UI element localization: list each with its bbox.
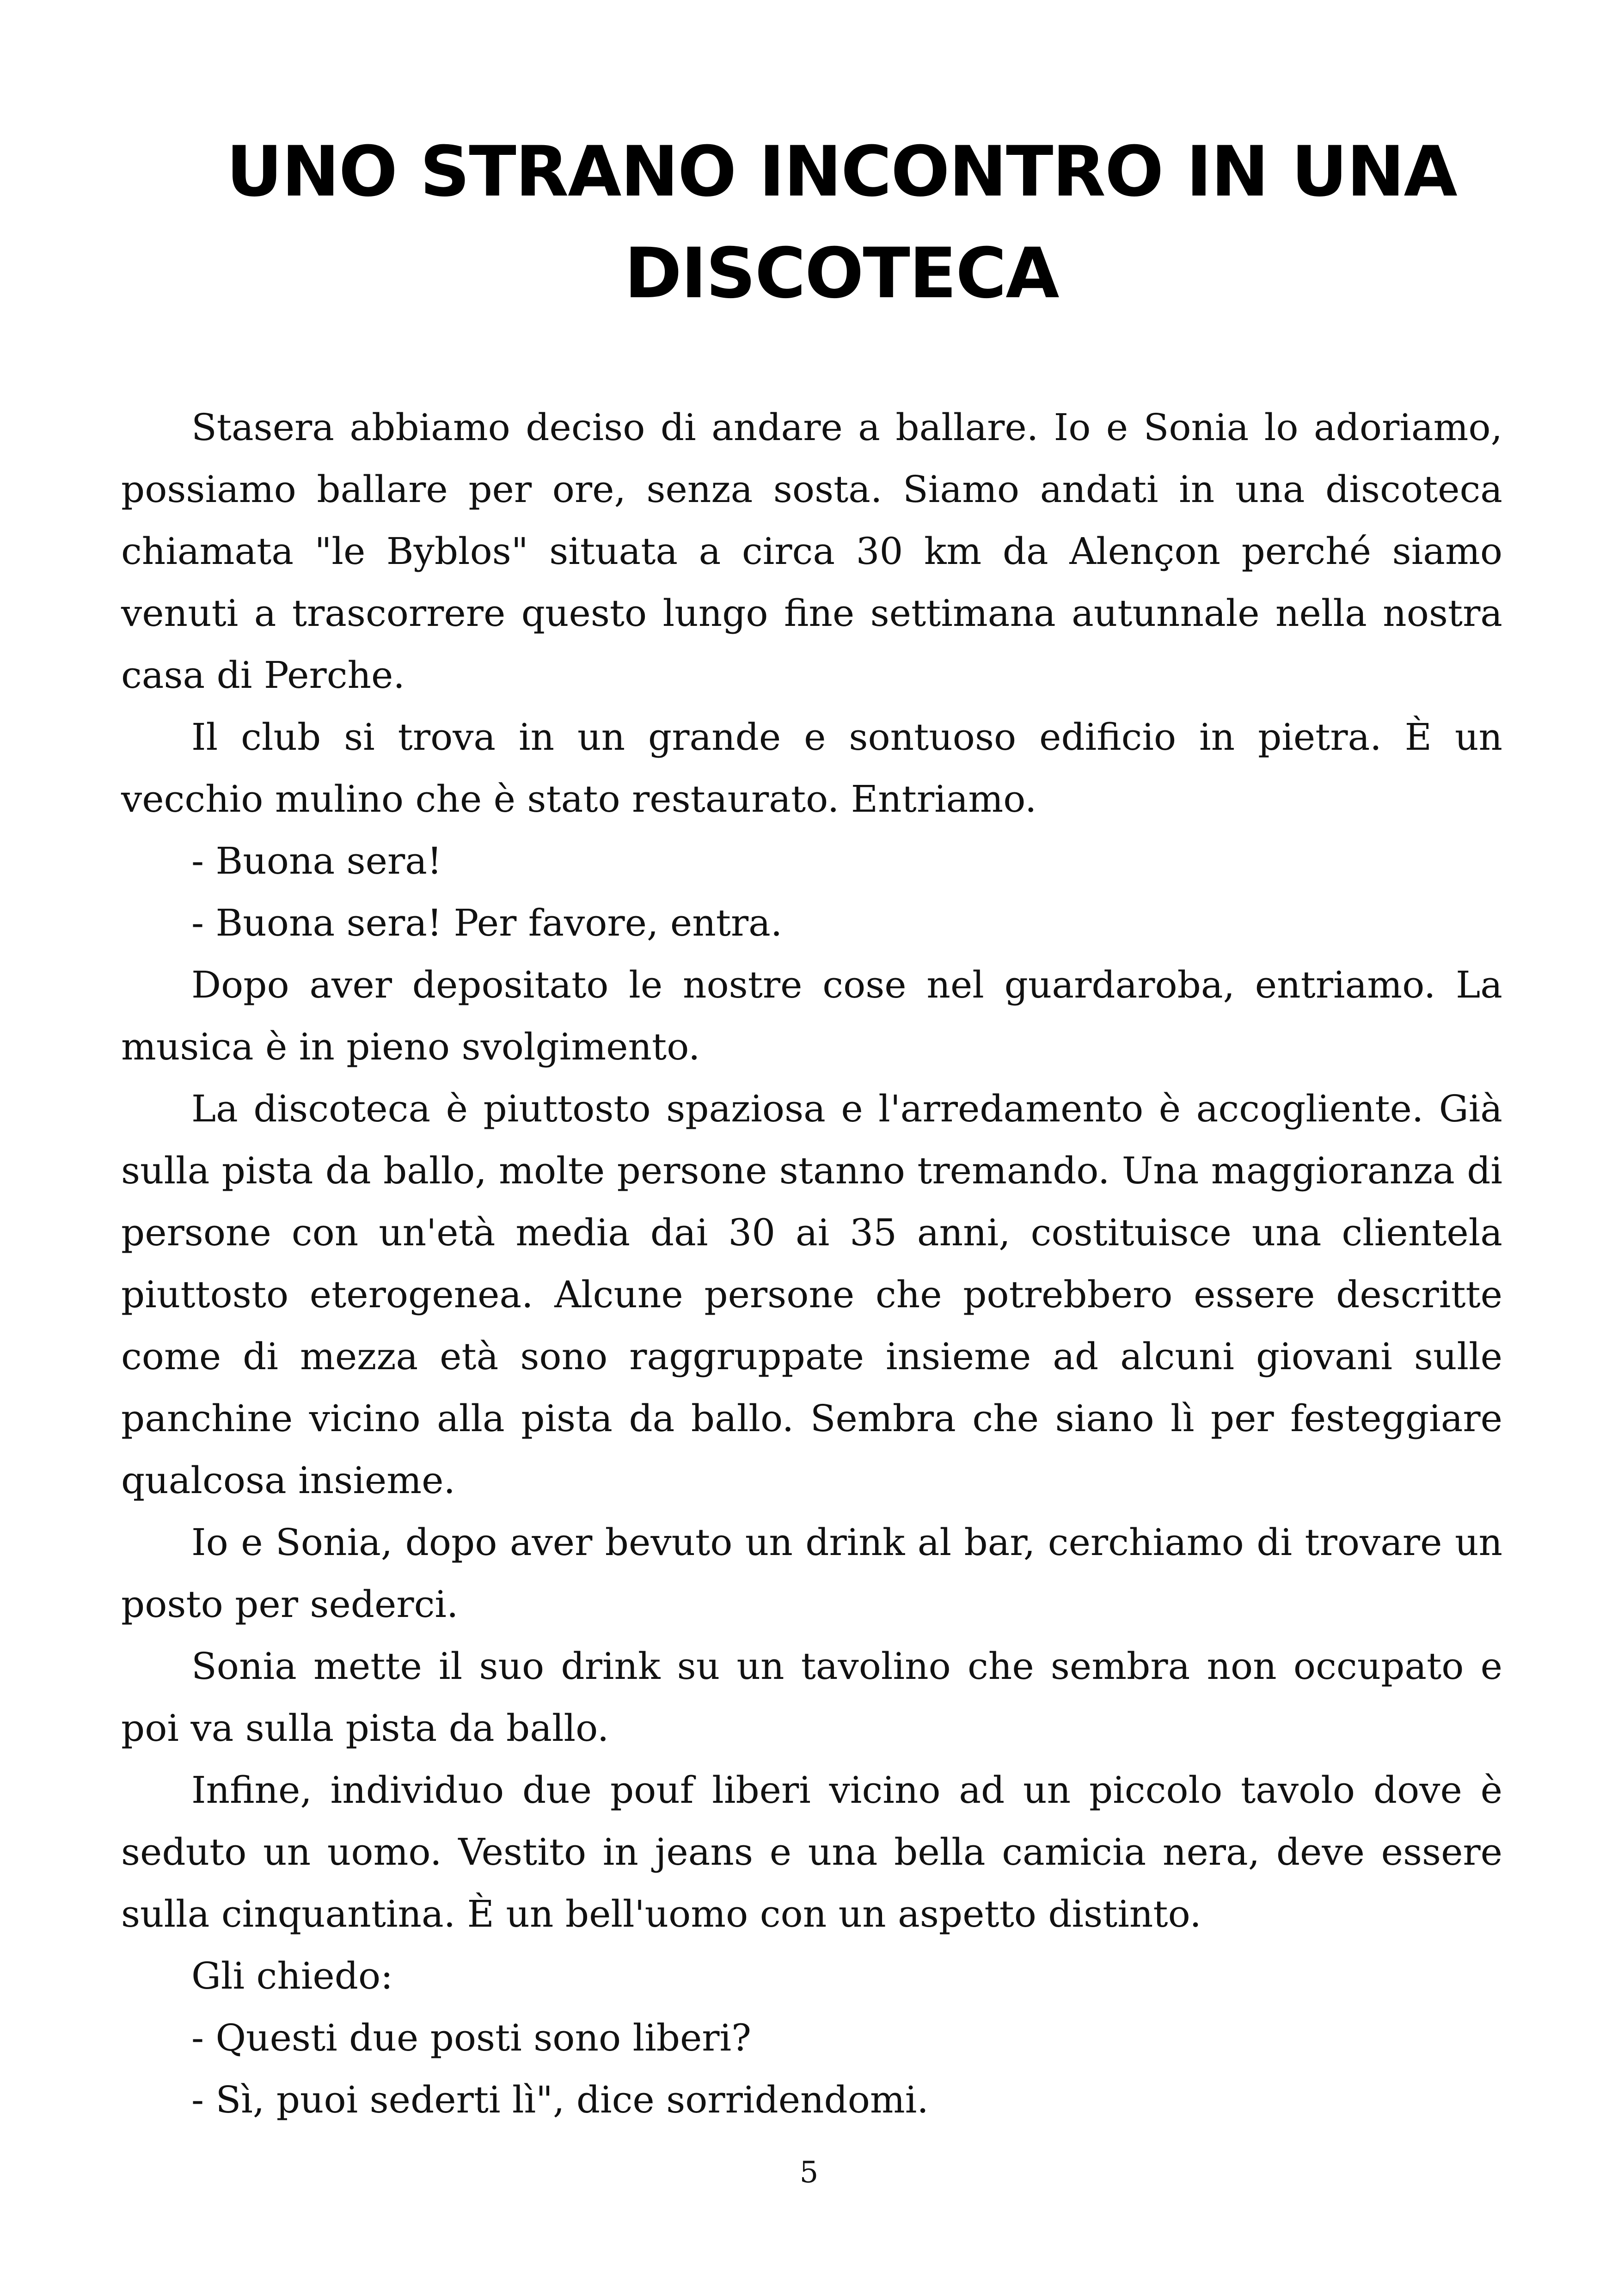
- chapter-title: [120, 121, 1563, 325]
- dialogue-line: - Buona sera! Per favore, entra.: [191, 901, 783, 944]
- dialogue-line: - Buona sera!: [191, 839, 442, 882]
- paragraph: Il club si trova in un grande e sontuoso edificio in pietra. È un vecchio mulino che è stato restaurato. Entriamo.: [121, 716, 1502, 820]
- dialogue-line: - Questi due posti sono liberi?: [191, 2016, 752, 2059]
- paragraph: Infine, individuo due pouf liberi vicino ad un piccolo tavolo dove è seduto un uomo. Vestito in jeans e una bella camicia nera, deve essere sulla cinquantina. È un bell'uomo con un aspetto distinto.: [121, 1769, 1502, 1935]
- chapter-title-line-2: DISCOTECA: [624, 233, 1059, 314]
- paragraph: Gli chiedo:: [191, 1954, 393, 1997]
- paragraph: Io e Sonia, dopo aver bevuto un drink al bar, cerchiamo di trovare un posto per sederci.: [121, 1521, 1502, 1626]
- paragraph: La discoteca è piuttosto spaziosa e l'arredamento è accogliente. Già sulla pista da ballo, molte persone stanno tremando. Una maggioranza di persone con un'età media dai 30 ai 35 anni, costituisce una clientela piuttosto eterogenea. Alcune persone che potrebbero essere descritte come di mezza età sono raggruppate insieme ad alcuni giovani sulle panchine vicino alla pista da ballo. Sembra che siano lì per festeggiare qualcosa insieme.: [121, 1087, 1502, 1502]
- chapter-body: [121, 397, 1502, 2131]
- dialogue-line: - Sì, puoi sederti lì", dice sorridendomi.: [191, 2078, 929, 2121]
- page-number: 5: [799, 2155, 819, 2190]
- chapter-title-line-1: UNO STRANO INCONTRO IN UNA: [226, 132, 1457, 212]
- paragraph: Sonia mette il suo drink su un tavolino che sembra non occupato e poi va sulla pista da ballo.: [121, 1645, 1502, 1750]
- paragraph: Dopo aver depositato le nostre cose nel guardaroba, entriamo. La musica è in pieno svolgimento.: [121, 963, 1502, 1068]
- paragraph: Stasera abbiamo deciso di andare a ballare. Io e Sonia lo adoriamo, possiamo ballare per ore, senza sosta. Siamo andati in una discoteca chiamata "le Byblos" situata a circa 30 km da Alençon perché siamo venuti a trascorrere questo lungo fine settimana autunnale nella nostra casa di Perche.: [121, 406, 1502, 697]
